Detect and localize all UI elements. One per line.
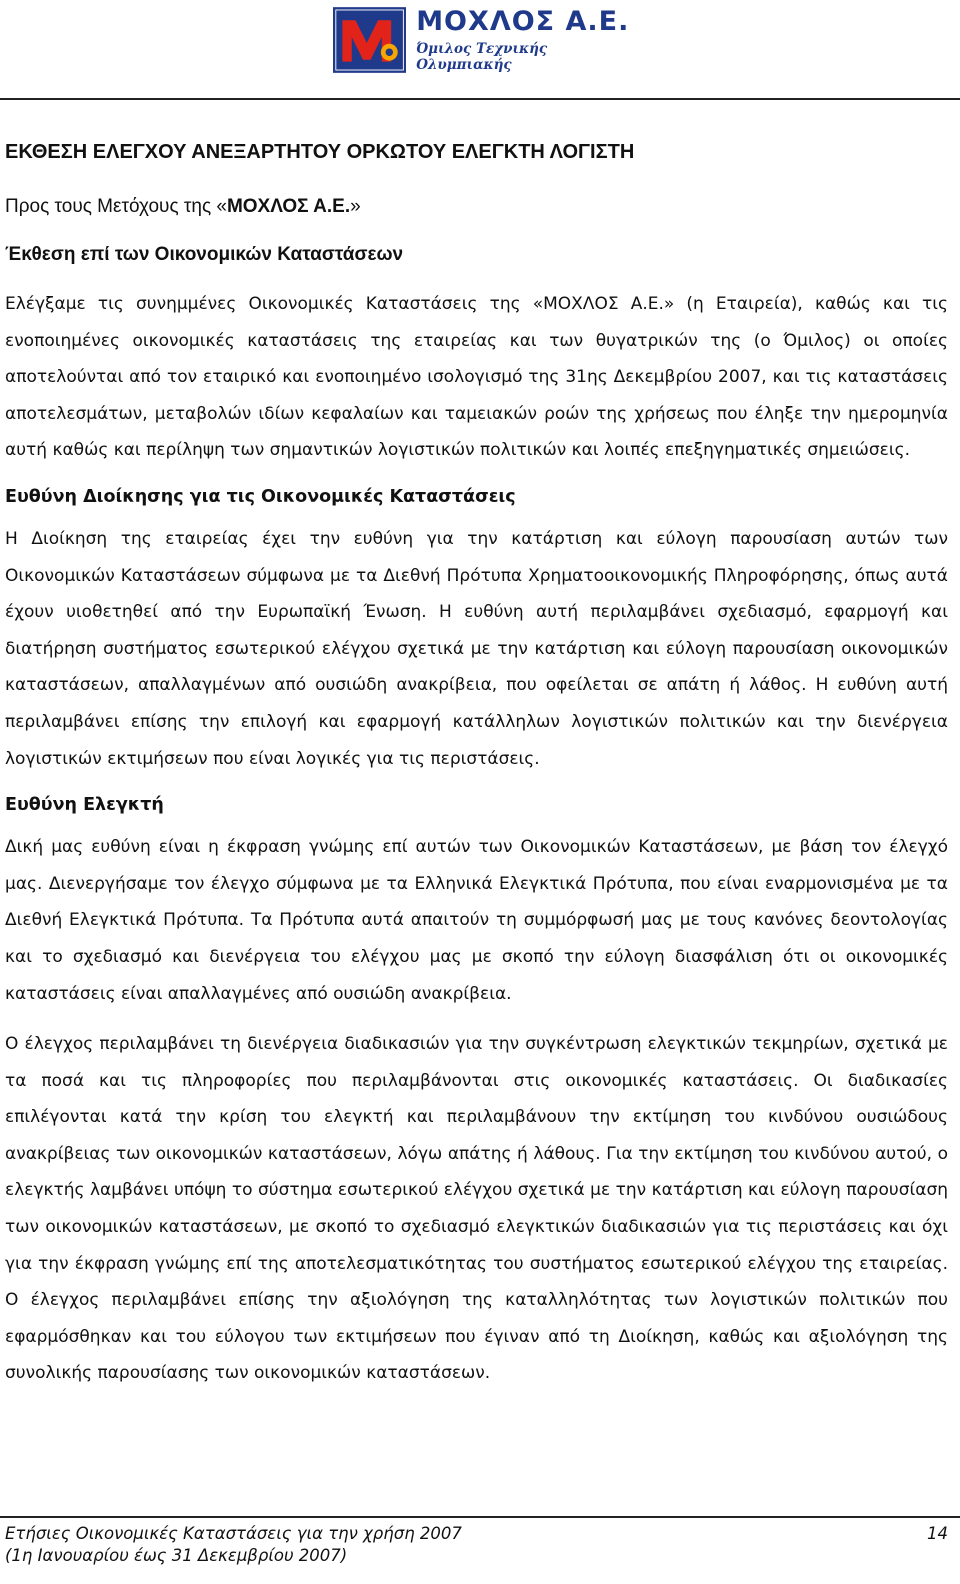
logo-company-name: ΜΟΧΛΟΣ Α.Ε. — [416, 6, 630, 37]
report-body — [5, 130, 948, 1392]
logo-company-subtitle: Όμιλος Τεχνικής Ολυμπιακής — [416, 41, 548, 73]
page-header — [0, 0, 960, 100]
management-responsibility-heading: Ευθύνη Διοίκησης για τις Οικονομικές Καταστάσεις — [5, 486, 516, 507]
auditor-responsibility-heading: Ευθύνη Ελεγκτή — [5, 795, 164, 816]
auditor-responsibility-paragraph-2: Ο έλεγχος περιλαμβάνει τη διενέργεια διαδικασιών για την συγκέντρωση ελεγκτικών τεκμηρίων, σχετικά με τα ποσά και τις πληροφορίες που περιλαμβάνονται στις οικονομικές καταστάσεις. Οι διαδικασίες επιλέγονται κατά την κρίση του ελεγκτή και περιλαμβάνουν την εκτίμηση του κινδύνου ουσιώδους ανακρίβειας των οικονομικών καταστάσεων, λόγω απάτης ή λάθους. Για την εκτίμηση του κινδύνου αυτού, ο ελεγκτής λαμβάνει υπόψη το σύστημα εσωτερικού ελέγχου σχετικά με την κατάρτιση και εύλογη παρουσίαση των οικονομικών καταστάσεων, με σκοπό το σχεδιασμό ελεγκτικών διαδικασιών για τις περιστάσεις και όχι για την έκφραση γνώμης επί της αποτελεσματικότητας του συστήματος εσωτερικού ελέγχου της εταιρείας. Ο έλεγχος περιλαμβάνει επίσης την αξιολόγηση της καταλληλότητας των λογιστικών πολιτικών που εφαρμόσθηκαν και του εύλογου των εκτιμήσεων που έγιναν από τη Διοίκηση, καθώς και αξιολόγηση της συνολικής παρουσίασης των οικονομικών καταστάσεων. — [5, 1034, 948, 1384]
intro-paragraph: Ελέγξαμε τις συνημμένες Οικονομικές Καταστάσεις της «ΜΟΧΛΟΣ Α.Ε.» (η Εταιρεία), καθώς και τις ενοποιημένες οικονομικές καταστάσεις της εταιρείας και των θυγατρικών της (ο Όμιλος) οι οποίες αποτελούνται από τον εταιρικό και ενοποιημένο ισολογισμό της 31ης Δεκεμβρίου 2007, και τις καταστάσεις αποτελεσμάτων, μεταβολών ιδίων κεφαλαίων και ταμειακών ροών της χρήσεως που έληξε την ημερομηνία αυτή καθώς και περίληψη των σημαντικών λογιστικών πολιτικών και λοιπές επεξηγηματικές σημειώσεις. — [5, 294, 948, 461]
footer-line-2: (1η Ιανουαρίου έως 31 Δεκεμβρίου 2007) — [5, 1546, 348, 1565]
footer-document-title — [5, 1523, 462, 1567]
mochlos-logo-mark-icon — [333, 5, 406, 75]
report-title: ΕΚΘΕΣΗ ΕΛΕΓΧΟΥ ΑΝΕΞΑΡΤΗΤΟΥ ΟΡΚΩΤΟΥ ΕΛΕΓΚΤΗ ΛΟΓΙΣΤΗ — [5, 141, 635, 163]
page-footer — [0, 1510, 960, 1584]
report-subtitle: Έκθεση επί των Οικονομικών Καταστάσεων — [5, 244, 404, 265]
company-logo — [333, 4, 633, 76]
report-addressee — [5, 192, 948, 222]
header-divider — [0, 98, 960, 100]
management-responsibility-paragraph: Η Διοίκηση της εταιρείας έχει την ευθύνη για την κατάρτιση και εύλογη παρουσίαση αυτών των Οικονομικών Καταστάσεων σύμφωνα με τα Διεθνή Πρότυπα Χρηματοοικονομικής Πληροφόρησης, όπως αυτά έχουν υιοθετηθεί από την Ευρωπαϊκή Ένωση. Η ευθύνη αυτή περιλαμβάνει σχεδιασμό, εφαρμογή και διατήρηση συστήματος εσωτερικού ελέγχου σχετικά με την κατάρτιση και εύλογη παρουσίαση οικονομικών καταστάσεων, απαλλαγμένων από ουσιώδη ανακρίβεια, που οφείλεται σε απάτη ή λάθος. Η ευθύνη αυτή περιλαμβάνει επίσης την επιλογή και εφαρμογή κατάλληλων λογιστικών πολιτικών και την διενέργεια λογιστικών εκτιμήσεων που είναι λογικές για τις περιστάσεις. — [5, 528, 948, 769]
addressee-prefix: Προς τους Μετόχους της « — [5, 196, 227, 217]
page-number: 14 — [927, 1524, 948, 1543]
footer-line-1: Ετήσιες Οικονομικές Καταστάσεις για την χρήση 2007 — [5, 1524, 462, 1543]
addressee-suffix: » — [350, 196, 361, 217]
auditor-responsibility-paragraph-1: Δική μας ευθύνη είναι η έκφραση γνώμης επί αυτών των Οικονομικών Καταστάσεων, με βάση τον έλεγχό μας. Διενεργήσαμε τον έλεγχο σύμφωνα με τα Ελληνικά Ελεγκτικά Πρότυπα, που είναι εναρμονισμένα με τα Διεθνή Ελεγκτικά Πρότυπα. Τα Πρότυπα αυτά απαιτούν τη συμμόρφωσή μας με τους κανόνες δεοντολογίας και το σχεδιασμό και διενέργεια του ελέγχου μας με σκοπό την εύλογη διασφάλιση ότι οι οικονομικές καταστάσεις είναι απαλλαγμένες από ουσιώδη ανακρίβεια. — [5, 837, 948, 1004]
footer-divider — [0, 1516, 960, 1518]
addressee-company: ΜΟΧΛΟΣ Α.Ε. — [226, 196, 351, 217]
